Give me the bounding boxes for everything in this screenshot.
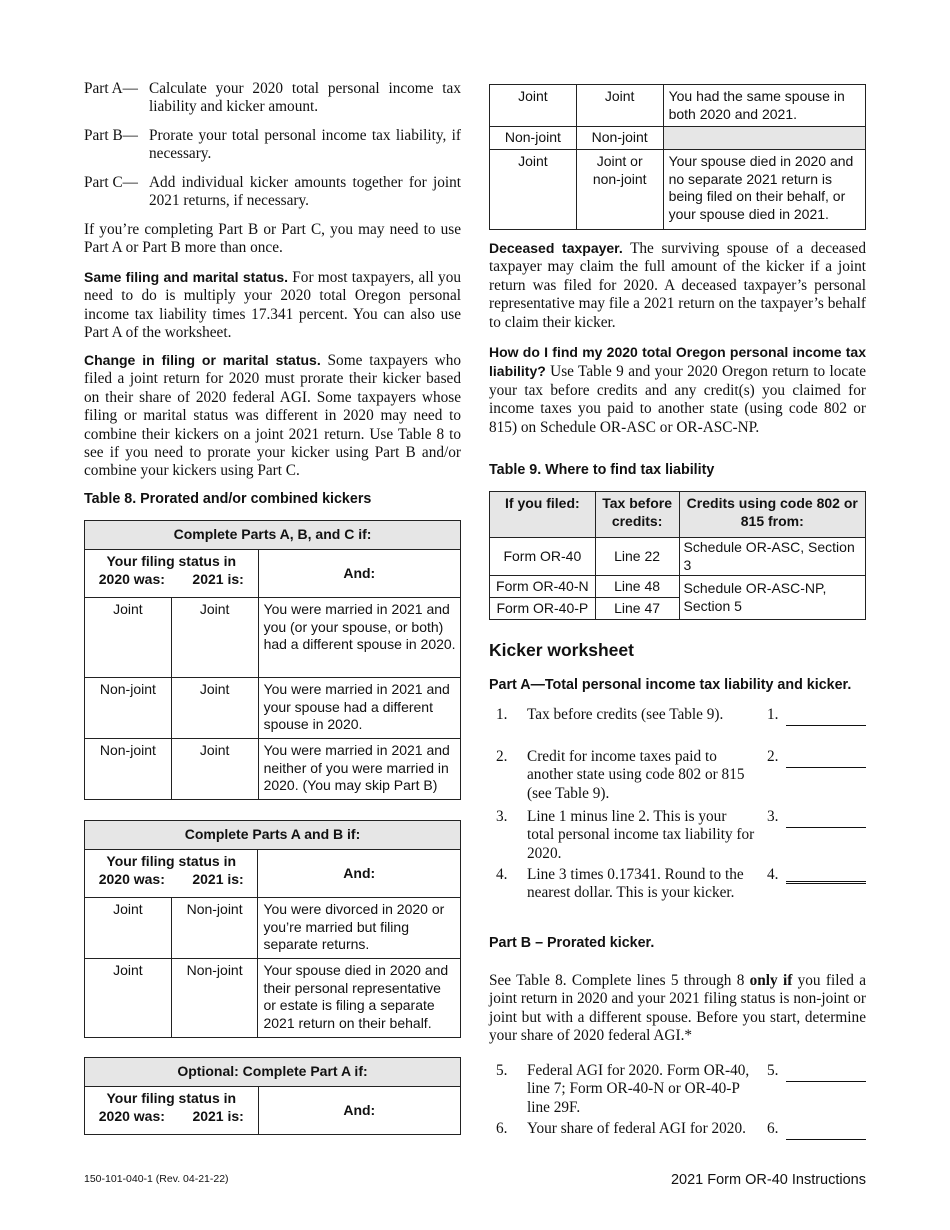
table-row: Joint Joint You had the same spouse in both 2020 and 2021.: [490, 85, 866, 127]
table-row: Non-joint Non-joint: [490, 127, 866, 150]
and-header: And:: [258, 850, 461, 898]
line-6-input[interactable]: [786, 1139, 866, 1140]
and-header: And:: [258, 550, 460, 598]
table-header: Optional: Complete Part A if:: [85, 1058, 461, 1087]
same-status-paragraph: Same filing and marital status. For most taxpayers, all you need to do is multiply your 2020 total Oregon personal income tax liability times 17.341 percent. You can also use Part A of the worksheet.: [84, 269, 462, 342]
table8-part-a-optional: [84, 1057, 461, 1135]
table-row: Joint Joint You were married in 2021 and you (or your spouse, or both) had a different spouse in 2020.: [85, 598, 461, 678]
line-4-input[interactable]: [786, 881, 866, 884]
part-b-paragraph: See Table 8. Complete lines 5 through 8 only if you filed a joint return in 2020 and your 2021 filing status is non-joint or joint but with a different spouse. Before you start, determine your share of 2020 federal AGI.*: [489, 972, 866, 1045]
table8-part-a-optional-continued: [489, 84, 866, 230]
table-header: Complete Parts A and B if:: [85, 821, 461, 850]
table-row: Non-joint Joint You were married in 2021 and your spouse had a different spouse in 2020.: [85, 678, 461, 739]
line-1-input[interactable]: [786, 725, 866, 726]
and-header: And:: [258, 1087, 460, 1135]
line-5-input[interactable]: [786, 1081, 866, 1082]
form-number: 150-101-040-1 (Rev. 04-21-22): [84, 1173, 229, 1185]
table8-title: Table 8. Prorated and/or combined kickers: [84, 491, 372, 507]
deceased-paragraph: Deceased taxpayer. The surviving spouse of a deceased taxpayer may claim the full amount of the kicker if a joint return was filed for 2020. A deceased taxpayer’s personal representative may file a 2021 return on the taxpayer’s behalf to claim their kicker.: [489, 240, 866, 331]
table8-parts-ab: [84, 820, 461, 1038]
intro-paragraph: If you’re completing Part B or Part C, you may need to use Part A or Part B more than once.: [84, 221, 461, 257]
table-row: Non-joint Joint You were married in 2021 and neither of you were married in 2020. (You may skip Part B): [85, 739, 461, 800]
table-header: Complete Parts A, B, and C if:: [85, 521, 461, 550]
line-3-input[interactable]: [786, 827, 866, 828]
table-row: Joint Non-joint Your spouse died in 2020 and their personal representative or estate is filing a separate 2021 return on their behalf.: [85, 959, 461, 1038]
line-2-input[interactable]: [786, 767, 866, 768]
table-row: Joint Non-joint You were divorced in 2020 or you’re married but filing separate returns.: [85, 898, 461, 959]
table9: If you filed: Tax before credits: Credits using code 802 or 815 from: Form OR-40 Line 22 Schedule OR-ASC, Section 3 Form OR-40-N Line 48 Schedule OR-ASC-NP, Section 5 Form OR-40-P Line 47: [489, 491, 866, 620]
table-row: Form OR-40-P Line 47: [490, 598, 866, 620]
find-liability-paragraph: How do I find my 2020 total Oregon personal income tax liability? Use Table 9 and your 2020 Oregon return to locate your tax before credits and any credit(s) you claimed for income taxes you paid to another state (using code 802 or 815) on Schedule OR-ASC or OR-ASC-NP.: [489, 344, 866, 436]
part-b-title: Part B – Prorated kicker.: [489, 935, 655, 951]
status-header: Your filing status in 2020 was: 2021 is:: [85, 850, 258, 898]
status-header: Your filing status in 2020 was: 2021 is:: [85, 550, 259, 598]
table9-title: Table 9. Where to find tax liability: [489, 462, 715, 478]
table8-parts-abc: [84, 520, 461, 800]
page-footer-title: 2021 Form OR-40 Instructions: [670, 1172, 866, 1188]
status-header: Your filing status in 2020 was: 2021 is:: [85, 1087, 259, 1135]
part-a-title: Part A—Total personal income tax liability and kicker.: [489, 677, 852, 693]
worksheet-title: Kicker worksheet: [489, 640, 634, 660]
change-status-paragraph: Change in filing or marital status. Some taxpayers who filed a joint return for 2020 must prorate their kicker based on their share of 2020 federal AGI. Some taxpayers whose filing or marital status was different in 2020 may need to combine their kickers on a joint 2021 return. Use Table 8 to see if you need to prorate your kicker using Part B and/or combine your kickers using Part C.: [84, 352, 461, 480]
table-row: Form OR-40-N Line 48 Schedule OR-ASC-NP, Section 5: [490, 576, 866, 598]
table-row: Joint Joint or non-joint Your spouse died in 2020 and no separate 2021 return is being filed on their behalf, or your spouse died in 2021.: [490, 150, 866, 230]
table-row: Form OR-40 Line 22 Schedule OR-ASC, Section 3: [490, 538, 866, 576]
